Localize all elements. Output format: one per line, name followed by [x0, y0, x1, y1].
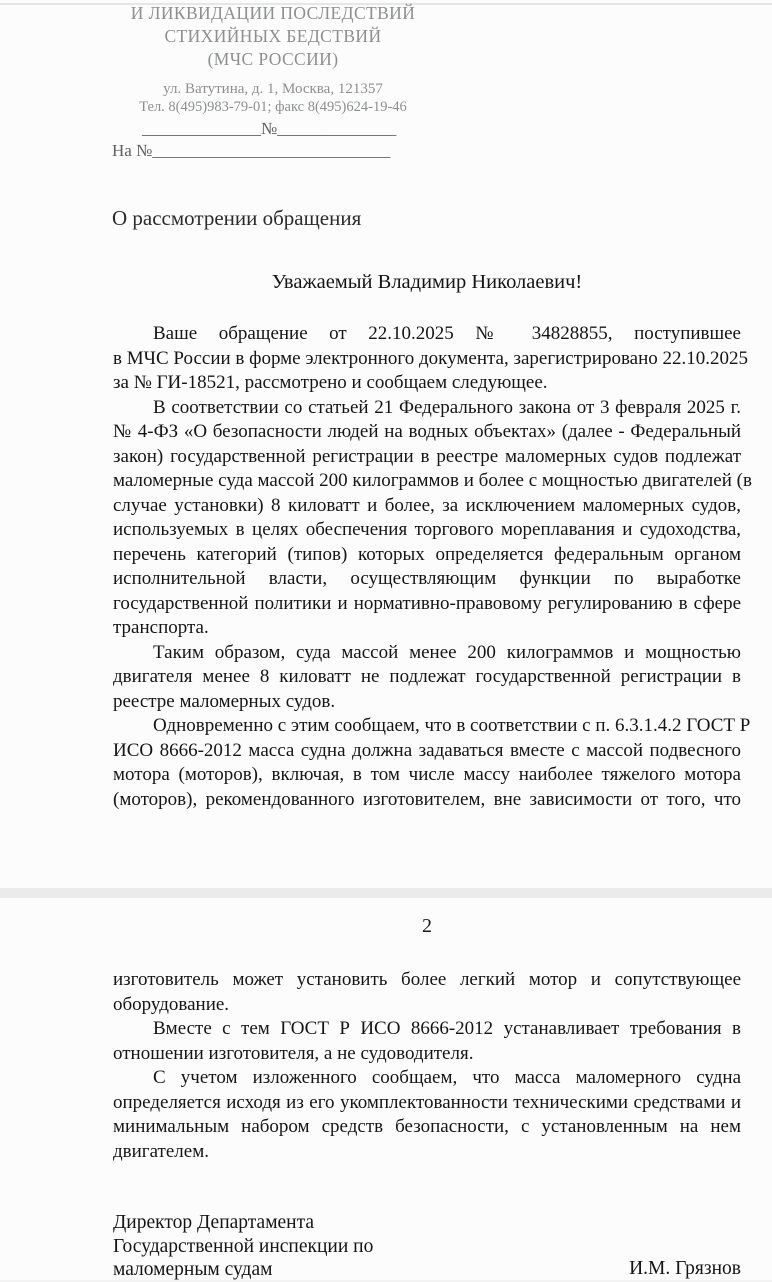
- text-line: маломерные суда массой 200 килограммов и более с мощностью двигателей (в: [113, 470, 752, 491]
- text-line: транспорта.: [113, 617, 209, 638]
- text-line: оборудование.: [113, 993, 230, 1015]
- text-line: двигателем.: [113, 1140, 209, 1162]
- signature-name: И.М. Грязнов: [629, 1258, 741, 1279]
- text-line: Вместе с тем ГОСТ Р ИСО 8666-2012 устанавливает требования в: [153, 1018, 741, 1039]
- page-number: 2: [422, 915, 432, 937]
- body-text-page-1: [113, 322, 752, 812]
- text-line: закон) государственной регистрации в реестре маломерных судов подлежат: [113, 445, 741, 467]
- org-name-line: (МЧС РОССИИ): [207, 49, 339, 69]
- signature-block: [113, 1211, 741, 1282]
- letterhead: [95, 2, 451, 116]
- text-line: мотора (моторов), включая, в том числе массу наиболее тяжелого мотора: [113, 764, 741, 785]
- text-line: определяется исходя из его укомплектованности техническими средствами и: [113, 1091, 741, 1113]
- subject-line: О рассмотрении обращения: [112, 206, 362, 230]
- text-line: (моторов), рекомендованного изготовителем, вне зависимости от того, что: [113, 788, 741, 810]
- text-line: двигателя менее 8 киловатт не подлежат государственной регистрации в: [113, 666, 741, 687]
- org-name-line: И ЛИКВИДАЦИИ ПОСЛЕДСТВИЙ: [130, 3, 416, 23]
- letterhead-phone: Тел. 8(495)983-79-01; факс 8(495)624-19-46: [139, 99, 407, 115]
- text-line: в МЧС России в форме электронного документа, зарегистрировано 22.10.2025: [113, 347, 749, 369]
- text-line: перечень категорий (типов) которых определяется федеральным органом: [113, 543, 741, 565]
- text-line: используемых в целях обеспечения торгового мореплавания и судоходства,: [113, 519, 741, 540]
- text-line: В соответствии со статьей 21 Федерального закона от 3 февраля 2025 г.: [153, 396, 741, 418]
- signature-title-line: маломерным судам: [113, 1259, 273, 1280]
- body-text-page-2: [113, 968, 741, 1164]
- page-break-divider: [0, 888, 772, 898]
- text-line: Таким образом, суда массой менее 200 килограммов и мощностью: [153, 641, 741, 663]
- text-line: исполнительной власти, осуществляющим функции по выработке: [113, 568, 741, 589]
- text-line: государственной политики и нормативно-правовому регулированию в сфере: [113, 592, 741, 614]
- org-name-line: СТИХИЙНЫХ БЕДСТВИЙ: [164, 26, 382, 46]
- text-line: реестре маломерных судов.: [113, 690, 336, 712]
- text-line: минимальным набором средств безопасности, с установленным на нем: [113, 1116, 741, 1137]
- text-line: С учетом изложенного сообщаем, что масса маломерного судна: [153, 1067, 741, 1088]
- text-line: изготовитель может установить более легкий мотор и сопутствующее: [113, 969, 741, 990]
- signature-title-line: Директор Департамента: [113, 1212, 315, 1233]
- text-line: Одновременно с этим сообщаем, что в соответствии с п. 6.3.1.4.2 ГОСТ Р: [153, 715, 751, 736]
- text-line: отношении изготовителя, а не судоводителя.: [113, 1042, 474, 1064]
- signature-title-line: Государственной инспекции по: [113, 1235, 374, 1257]
- text-line: случае установки) 8 киловатт и более, за исключением маломерных судов,: [113, 494, 741, 516]
- text-line: за № ГИ-18521, рассмотрено и сообщаем следующее.: [113, 372, 548, 393]
- text-line: ИСО 8666-2012 масса судна должна задаваться вместе с массой подвесного: [113, 739, 741, 761]
- salutation: Уважаемый Владимир Николаевич!: [271, 271, 583, 293]
- outgoing-number-line: ______________№______________: [142, 119, 397, 138]
- letterhead-address: ул. Ватутина, д. 1, Москва, 121357: [163, 81, 383, 97]
- text-line: Ваше обращение от 22.10.2025 № 34828855, поступившее: [153, 323, 741, 344]
- reference-block: [112, 118, 396, 162]
- incoming-number-line: На №____________________________: [112, 141, 391, 160]
- text-line: № 4-ФЗ «О безопасности людей на водных объектах» (далее - Федеральный: [113, 421, 741, 442]
